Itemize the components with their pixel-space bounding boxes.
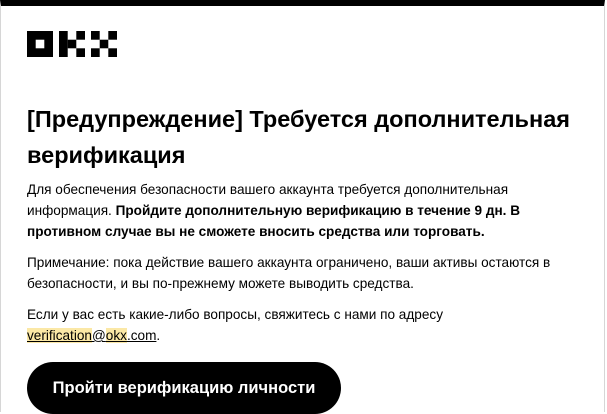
- note-paragraph: Примечание: пока действие вашего аккаунта ограничено, ваши активы остаются в безопасности, и вы по-прежнему можете выводить средства.: [27, 255, 551, 291]
- support-email-link[interactable]: [27, 328, 156, 343]
- intro-text: Для обеспечения безопасности вашего аккаунта требуется дополнительная информация.: [27, 182, 509, 218]
- email-domain-part: okx: [105, 328, 127, 343]
- intro-paragraph: [27, 179, 577, 242]
- email-at: @: [91, 328, 106, 343]
- email-title: [Предупреждение] Требуется дополнительная верификация: [27, 106, 570, 168]
- contact-text: Если у вас есть какие-либо вопросы, свяжитесь с нами по адресу: [27, 307, 444, 322]
- okx-logo-icon: [27, 31, 117, 57]
- intro-warning-text: Пройдите дополнительную верификацию в течение 9 дн. В противном случае вы не сможете вносить средства или торговать.: [27, 203, 521, 239]
- email-user-part: verification: [27, 328, 92, 343]
- contact-end: .: [156, 328, 161, 343]
- verify-identity-button[interactable]: Пройти верификацию личности: [27, 362, 341, 414]
- email-tld: .com: [126, 328, 157, 343]
- contact-paragraph: [27, 304, 577, 346]
